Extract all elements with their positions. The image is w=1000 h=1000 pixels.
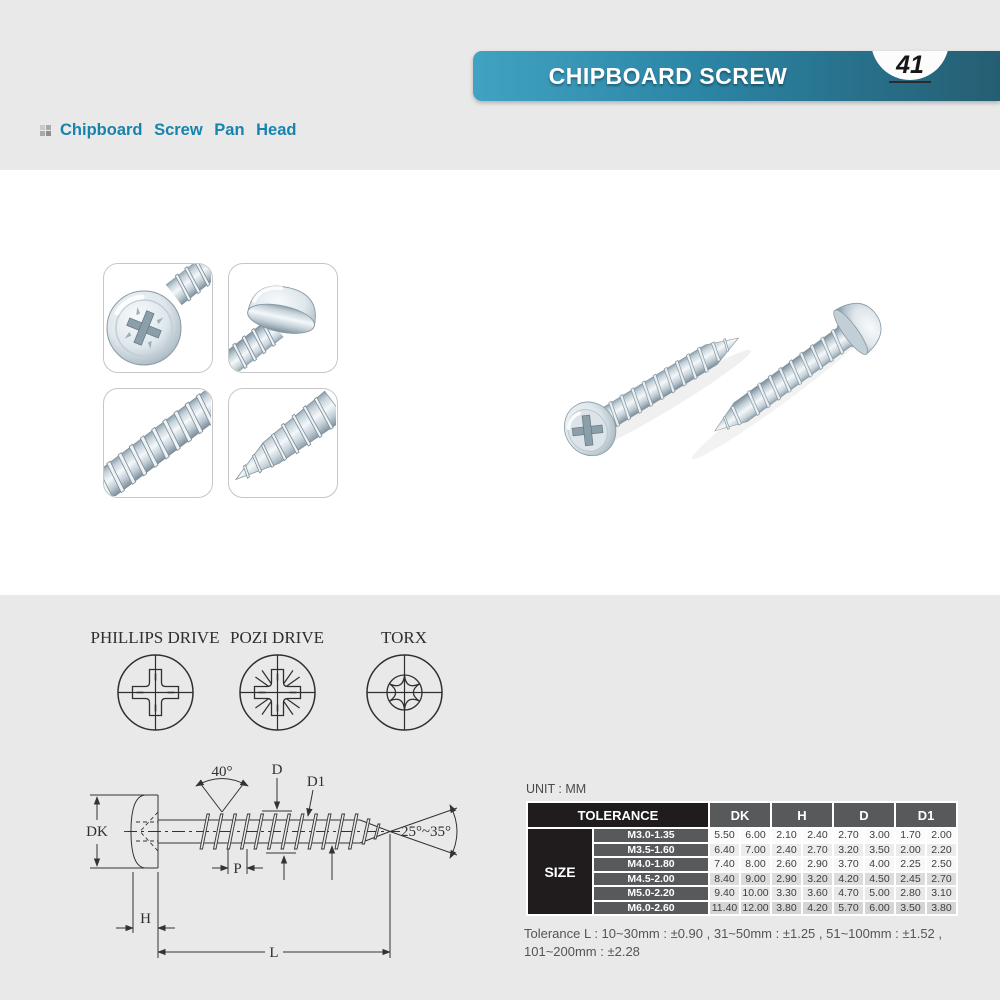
table-cell: 2.20 — [927, 844, 956, 857]
spec-table — [526, 801, 958, 916]
table-cell: 2.00 — [927, 829, 956, 842]
tolerance-note — [524, 925, 942, 961]
table-cell: 2.50 — [927, 858, 956, 871]
table-cell: 2.80 — [896, 887, 925, 900]
table-cell: 11.40 — [711, 901, 738, 914]
table-cell: 12.00 — [742, 901, 769, 914]
table-cell: 6.00 — [865, 902, 894, 915]
dim-dk: DK — [86, 824, 108, 840]
table-cell: 6.00 — [741, 829, 770, 842]
tolerance-header: TOLERANCE — [528, 803, 708, 827]
table-cell: 2.60 — [772, 858, 801, 871]
table-cell: 8.40 — [710, 873, 739, 886]
table-cell: 5.00 — [865, 887, 894, 900]
photo-two-screws — [515, 262, 935, 507]
section-subtitle — [40, 121, 296, 140]
table-cell: 6.40 — [710, 844, 739, 857]
table-cell: 10.00 — [742, 887, 769, 900]
bullet-squares-icon — [40, 125, 52, 137]
table-cell: 8.00 — [741, 858, 770, 871]
table-cell: 2.40 — [772, 844, 801, 857]
table-cell: 3.50 — [896, 902, 925, 915]
photo-tip-closeup — [228, 388, 338, 498]
table-cell: 2.70 — [803, 844, 832, 857]
header-banner — [473, 51, 1000, 101]
table-cell: 3.80 — [772, 902, 801, 915]
torx-drive-label: TORX — [381, 628, 427, 647]
col-header-dk: DK — [710, 803, 770, 827]
table-cell: 2.70 — [834, 829, 863, 842]
dim-l: L — [269, 945, 279, 961]
table-cell: 2.00 — [896, 844, 925, 857]
table-cell: 3.00 — [865, 829, 894, 842]
table-cell: 2.25 — [896, 858, 925, 871]
row-size-label: M4.5-2.00 — [594, 873, 708, 886]
pozi-drive-icon — [240, 655, 315, 730]
dim-angle-top: 40° — [211, 764, 233, 780]
table-cell: 3.20 — [834, 844, 863, 857]
pozi-drive-label: POZI DRIVE — [230, 628, 324, 647]
table-cell: 3.60 — [803, 887, 832, 900]
table-cell: 3.70 — [834, 858, 863, 871]
row-size-label: M5.0-2.20 — [594, 887, 708, 900]
table-cell: 5.70 — [834, 902, 863, 915]
dim-d: D — [271, 762, 283, 778]
table-cell: 1.70 — [896, 829, 925, 842]
page-title: CHIPBOARD SCREW — [548, 62, 788, 89]
page-number: 41 — [889, 51, 931, 83]
row-size-label: M4.0-1.80 — [594, 858, 708, 871]
tolerance-note-line2: 101~200mm : ±2.28 — [524, 944, 640, 959]
table-cell: 4.00 — [865, 858, 894, 871]
col-header-d1: D1 — [896, 803, 956, 827]
drive-diagrams — [70, 650, 550, 740]
row-size-label: M3.5-1.60 — [594, 844, 708, 857]
phillips-drive-label: PHILLIPS DRIVE — [90, 628, 220, 647]
table-cell: 3.10 — [927, 887, 956, 900]
table-cell: 7.40 — [710, 858, 739, 871]
dim-h: H — [140, 911, 151, 927]
table-cell: 3.80 — [927, 902, 956, 915]
table-cell: 4.20 — [803, 902, 832, 915]
row-size-label: M3.0-1.35 — [594, 829, 708, 842]
col-header-d: D — [834, 803, 894, 827]
table-cell: 3.20 — [803, 873, 832, 886]
torx-drive-icon — [367, 655, 442, 730]
table-cell: 7.00 — [741, 844, 770, 857]
tolerance-note-line1: Tolerance L : 10~30mm : ±0.90 , 31~50mm : ±1.25 , 51~100mm : ±1.52 , — [524, 926, 943, 941]
size-header: SIZE — [528, 829, 592, 914]
dim-d1: D1 — [306, 774, 326, 790]
table-cell: 2.45 — [896, 873, 925, 886]
table-cell: 2.90 — [772, 873, 801, 886]
photo-thread-closeup — [103, 388, 213, 498]
phillips-drive-icon — [118, 655, 193, 730]
table-cell: 4.50 — [865, 873, 894, 886]
table-cell: 2.90 — [803, 858, 832, 871]
table-cell: 9.40 — [710, 887, 739, 900]
dim-angle-tip: 25°~35° — [400, 824, 452, 840]
dim-p: P — [233, 861, 242, 877]
table-cell: 4.20 — [834, 873, 863, 886]
row-size-label: M6.0-2.60 — [594, 902, 708, 915]
table-cell: 5.50 — [710, 829, 739, 842]
table-cell: 2.40 — [803, 829, 832, 842]
photo-head-recess-closeup — [103, 263, 213, 373]
technical-drawing — [60, 752, 520, 982]
table-cell: 2.70 — [927, 873, 956, 886]
table-cell: 3.50 — [865, 844, 894, 857]
photo-head-side-closeup — [228, 263, 338, 373]
col-header-h: H — [772, 803, 832, 827]
table-cell: 4.70 — [834, 887, 863, 900]
subtitle-text: Chipboard Screw Pan Head — [60, 121, 297, 139]
table-cell: 9.00 — [741, 873, 770, 886]
table-cell: 3.30 — [772, 887, 801, 900]
table-cell: 2.10 — [772, 829, 801, 842]
unit-label: UNIT : MM — [526, 782, 587, 796]
